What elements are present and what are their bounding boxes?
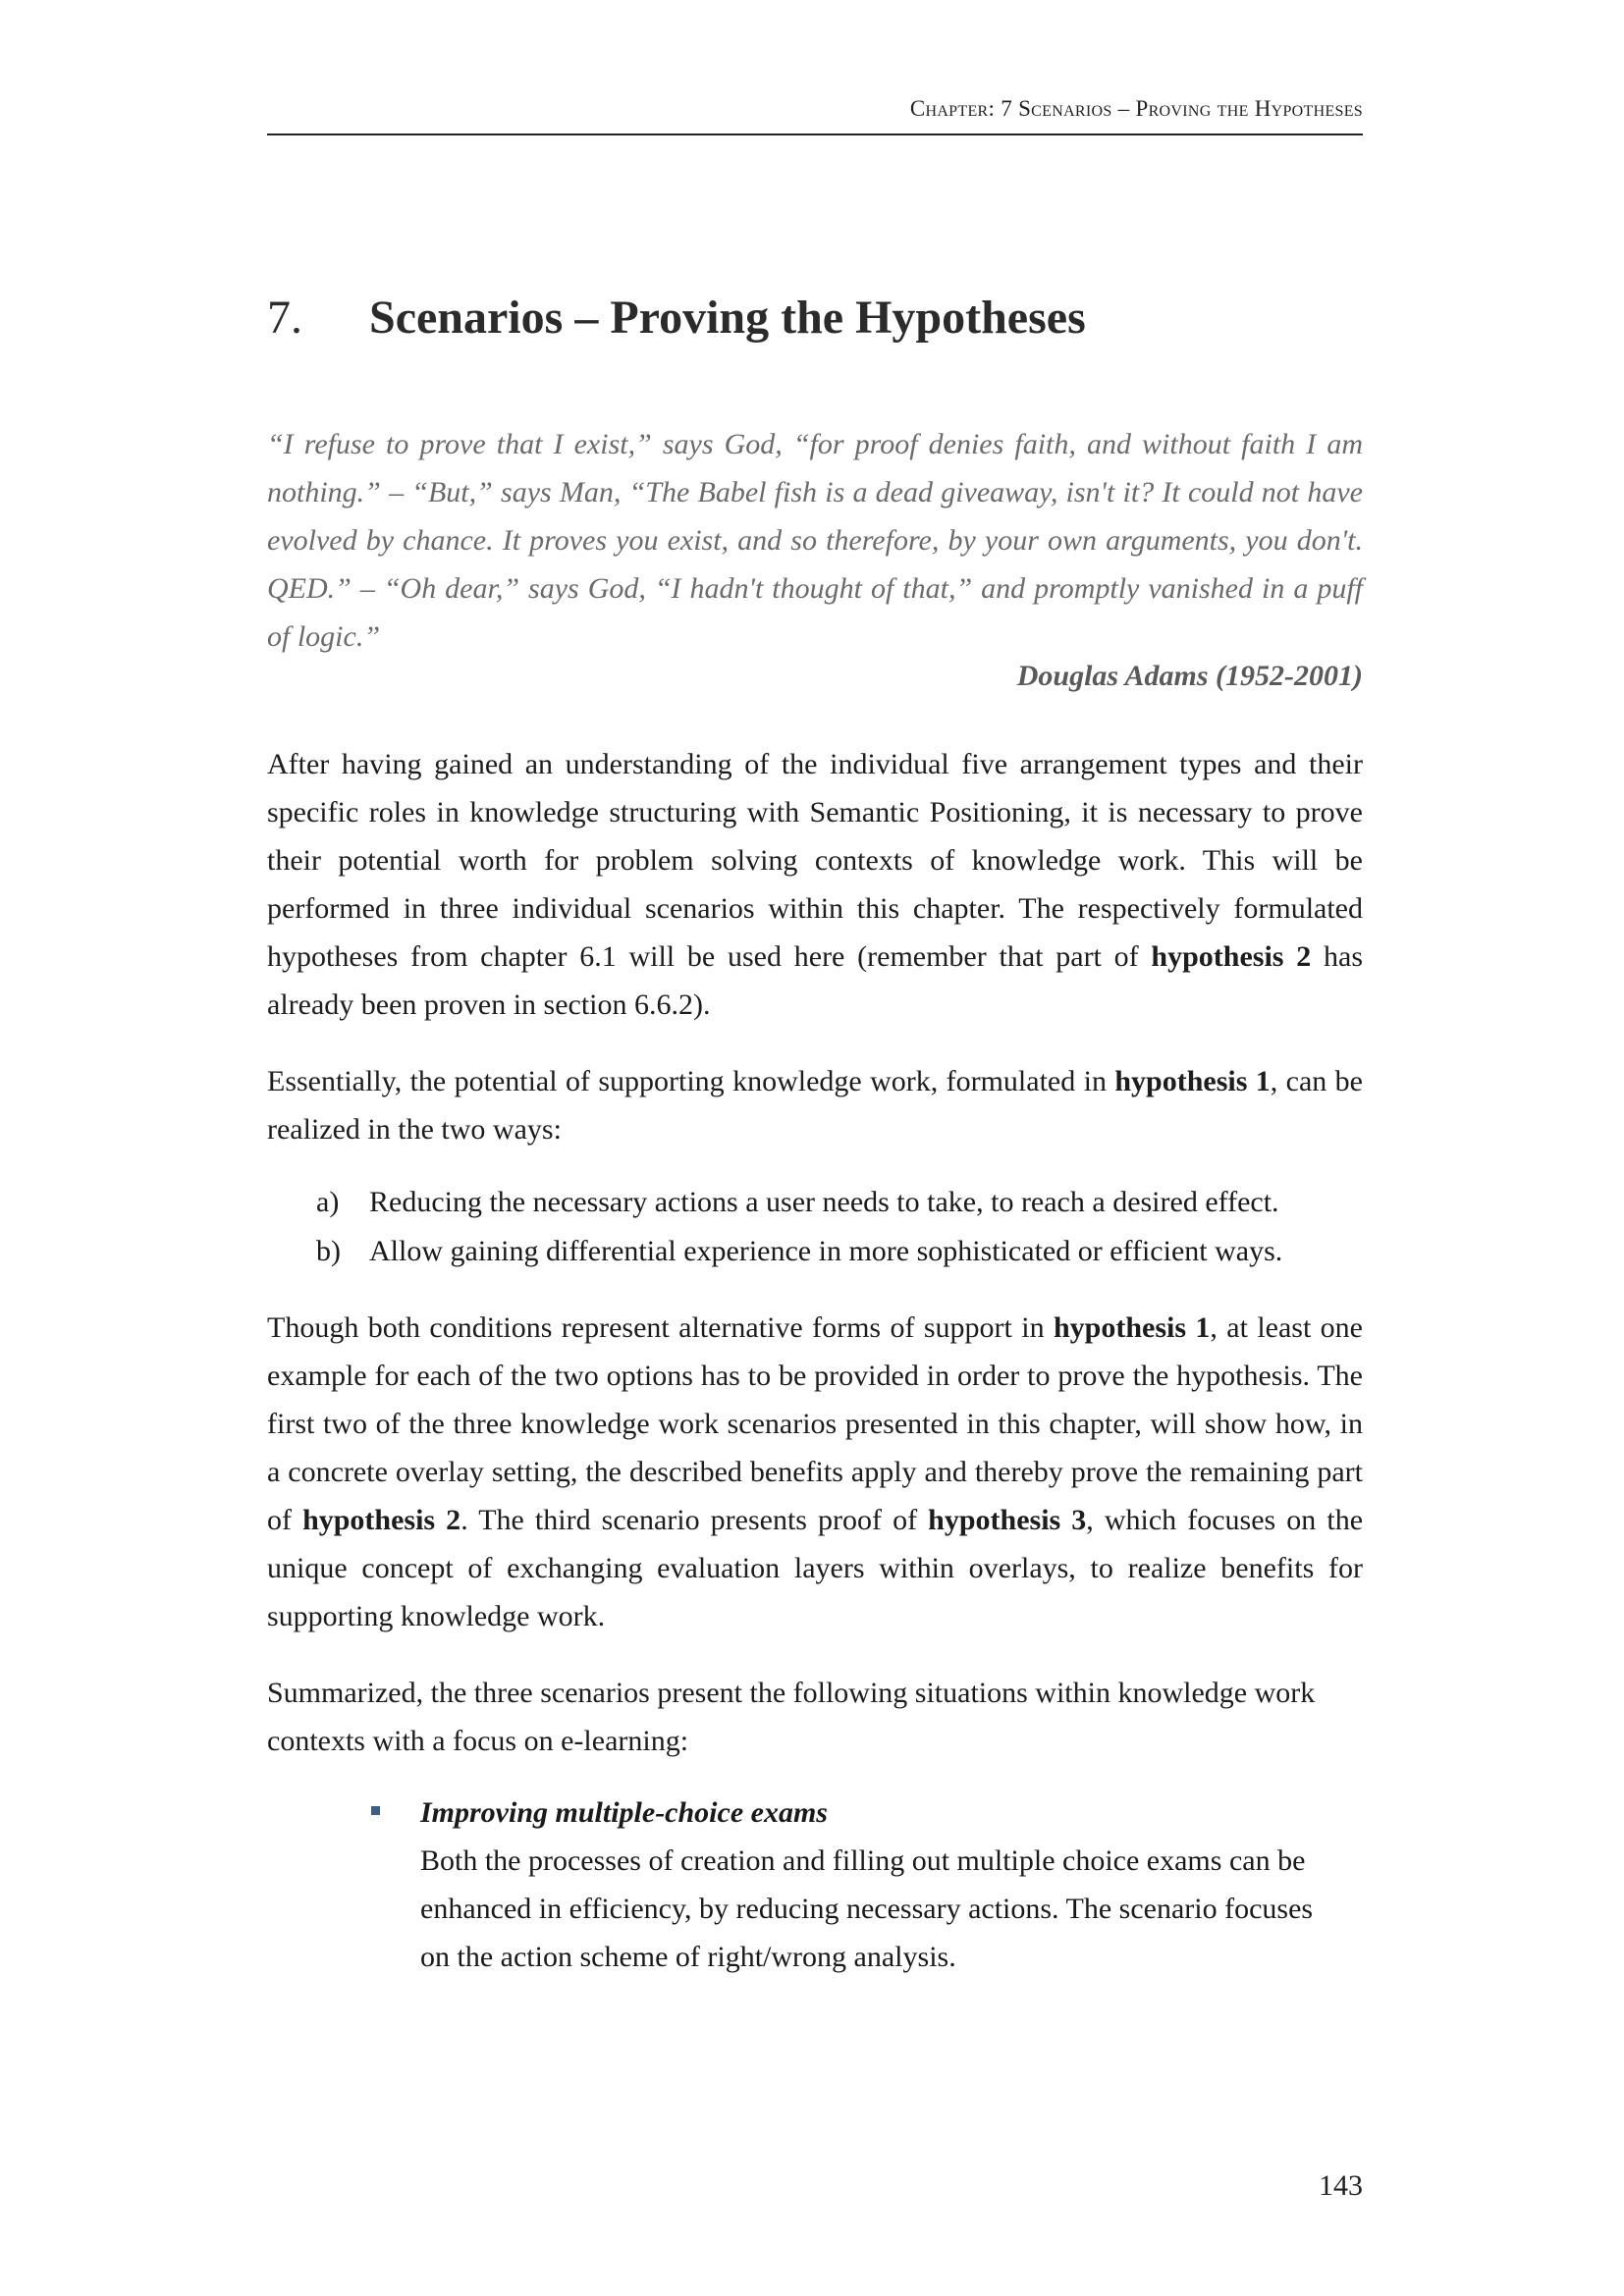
list-marker: b) xyxy=(316,1235,341,1267)
paragraph-3-text-d: , which focuses on the unique concept of exchanging evaluation layers within overlays, to realize benefits for supporting knowledge work. xyxy=(267,1504,1364,1632)
paragraph-3-bold-1: hypothesis 1 xyxy=(1053,1311,1211,1344)
list-marker: a) xyxy=(316,1186,340,1218)
chapter-number: 7. xyxy=(267,292,302,344)
scenario-description: Both the processes of creation and filling out multiple choice exams can be enhanced in efficiency, by reducing necessary actions. The scenario focuses on the action scheme of right/wrong analysis. xyxy=(420,1844,1314,1973)
paragraph-3-bold-3: hypothesis 3 xyxy=(928,1504,1087,1536)
header-rule xyxy=(267,133,1363,135)
paragraph-3-bold-2: hypothesis 2 xyxy=(302,1504,461,1536)
scenarios-list xyxy=(371,1789,1343,1981)
paragraph-1 xyxy=(267,740,1363,1029)
list-item-text: Allow gaining differential experience in more sophisticated or efficient ways. xyxy=(369,1235,1283,1267)
list-item xyxy=(316,1178,1363,1227)
ways-list xyxy=(316,1178,1363,1276)
paragraph-1-text: After having gained an understanding of the individual five arrangement types and their specific roles in knowledge structuring with Semantic Positioning, it is necessary to prove their potential worth for problem solving contexts of knowledge work. This will be performed in three individual scenarios within this chapter. The respectively formulated hypotheses from chapter 6.1 will be used here (remember that part of xyxy=(267,748,1363,973)
paragraph-2-bold: hypothesis 1 xyxy=(1114,1065,1271,1097)
paragraph-2 xyxy=(267,1057,1363,1153)
paragraph-2-text: Essentially, the potential of supporting knowledge work, formulated in xyxy=(267,1065,1115,1097)
epigraph-quote: “I refuse to prove that I exist,” says God, “for proof denies faith, and without faith I am nothing.” – “But,” says Man, “The Babel fish is a dead giveaway, isn't it? It could not have evolved by chance. It proves you exist, and so therefore, by your own arguments, you don't. QED.” – “Oh dear,” says God, “I hadn't thought of that,” and promptly vanished in a puff of logic.” xyxy=(267,428,1363,653)
paragraph-1-bold: hypothesis 2 xyxy=(1151,940,1312,973)
paragraph-2-end: , can be realized in the two ways: xyxy=(267,1065,1363,1146)
running-header: Chapter: 7 Scenarios – Proving the Hypotheses xyxy=(909,96,1363,121)
paragraph-1-end: has already been proven in section 6.6.2). xyxy=(267,940,1363,1021)
paragraph-3-text-b: , at least one example for each of the two options has to be provided in order to prove the hypothesis. The first two of the three knowledge work scenarios presented in this chapter, will show how, in a concrete overlay setting, the described benefits apply and thereby prove the remaining part of xyxy=(267,1311,1364,1536)
chapter-title: Scenarios – Proving the Hypotheses xyxy=(369,292,1086,344)
list-item xyxy=(371,1789,1343,1981)
paragraph-4: Summarized, the three scenarios present the following situations within knowledge work contexts with a focus on e-learning: xyxy=(267,1677,1316,1757)
scenario-title: Improving multiple-choice exams xyxy=(420,1796,828,1829)
list-item-text: Reducing the necessary actions a user needs to take, to reach a desired effect. xyxy=(369,1186,1279,1218)
paragraph-3-text-c: . The third scenario presents proof of xyxy=(460,1504,929,1536)
list-item xyxy=(316,1227,1363,1276)
epigraph-attribution: Douglas Adams (1952-2001) xyxy=(1016,660,1363,692)
square-bullet-icon xyxy=(371,1806,380,1815)
chapter-heading xyxy=(267,291,1086,345)
page-number: 143 xyxy=(1319,2169,1363,2202)
paragraph-3-text-a: Though both conditions represent alternative forms of support in xyxy=(267,1311,1054,1344)
paragraph-3 xyxy=(267,1304,1363,1640)
